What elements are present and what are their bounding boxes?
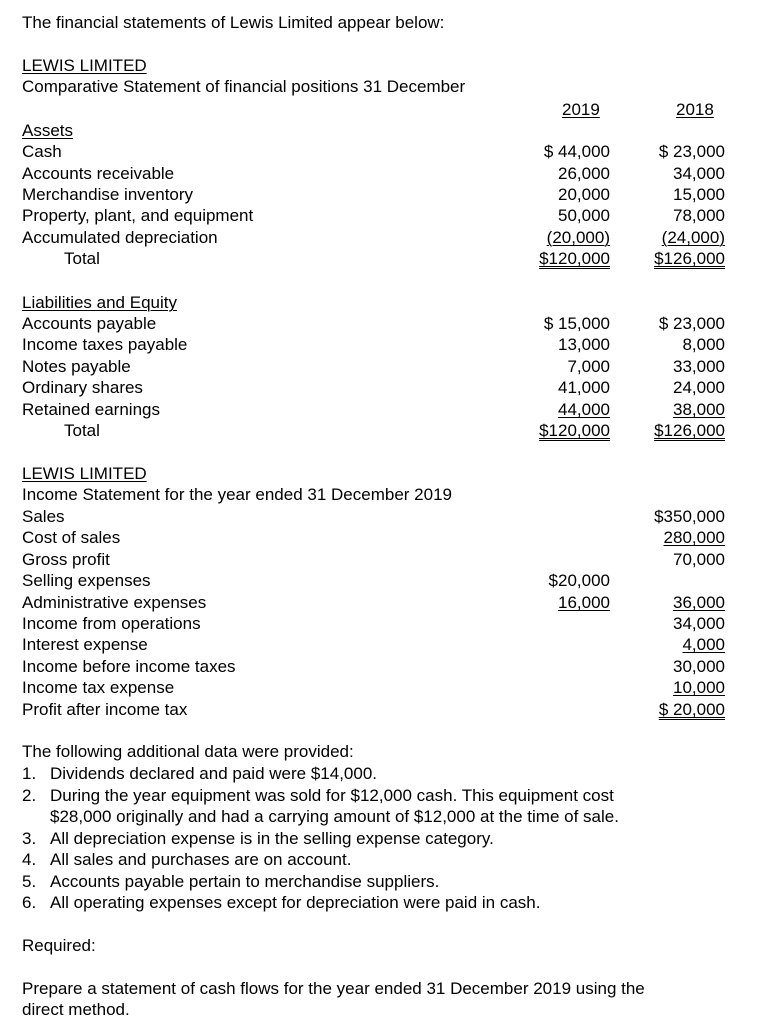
col-header-2018: 2018 (676, 100, 714, 119)
total-value: 10,000 (673, 678, 725, 697)
value-2019: 41,000 (558, 378, 610, 397)
income-row (22, 506, 742, 528)
liability-row (22, 334, 742, 356)
asset-row (22, 163, 742, 185)
item-number: 2. (22, 785, 37, 805)
item-text: Dividends declared and paid were $14,000. (50, 764, 378, 783)
item-text: Accounts payable pertain to merchandise suppliers. (50, 871, 440, 891)
total-2019: $120,000 (539, 421, 610, 440)
income-row (22, 527, 742, 549)
value-2018: $ 23,000 (658, 314, 725, 333)
row-label: Notes payable (22, 357, 131, 376)
value-2019: 7,000 (567, 357, 610, 376)
value-2018: 15,000 (673, 185, 725, 204)
liabilities-heading: Liabilities and Equity (22, 293, 177, 312)
additional-heading: The following additional data were provided: (22, 742, 354, 761)
subtotal-value: $20,000 (548, 571, 610, 590)
row-label: Ordinary shares (22, 378, 143, 397)
value-2018: 33,000 (673, 357, 725, 376)
item-number: 5. (22, 871, 37, 891)
additional-list (22, 763, 762, 914)
item-number: 3. (22, 828, 37, 848)
income-row (22, 549, 742, 571)
liabilities-total-row (22, 420, 742, 442)
value-2019: 50,000 (558, 206, 610, 225)
total-value: 30,000 (673, 657, 725, 676)
row-label: Property, plant, and equipment (22, 206, 254, 225)
total-value: 4,000 (682, 635, 725, 654)
income-row (22, 634, 742, 656)
item-number: 1. (22, 764, 37, 783)
value-2018: 8,000 (682, 335, 725, 354)
asset-row (22, 184, 742, 206)
value-2018: 24,000 (673, 378, 725, 397)
income-row (22, 613, 742, 635)
liability-row (22, 399, 742, 421)
value-2019: 26,000 (558, 164, 610, 183)
total-value: 70,000 (673, 550, 725, 569)
item-text: All operating expenses except for depreciation were paid in cash. (50, 893, 541, 912)
asset-row (22, 227, 742, 249)
total-value: 36,000 (673, 593, 725, 612)
assets-total-row (22, 248, 742, 270)
item-number: 4. (22, 850, 37, 869)
asset-row (22, 205, 742, 227)
value-2018: (24,000) (661, 228, 725, 247)
sfp-title: Comparative Statement of financial positions 31 December (22, 77, 466, 96)
row-label: Gross profit (22, 550, 110, 569)
total-2018: $126,000 (654, 249, 725, 268)
liability-row (22, 356, 742, 378)
row-label: Selling expenses (22, 571, 151, 590)
total-value: 280,000 (663, 528, 725, 547)
row-label: Merchandise inventory (22, 185, 194, 204)
asset-row (22, 141, 742, 163)
item-text: During the year equipment was sold for $12,000 cash. This equipment cost (50, 785, 614, 805)
income-row (22, 592, 742, 614)
list-item (22, 785, 762, 828)
row-label: Income taxes payable (22, 335, 188, 354)
subtotal-value: 16,000 (558, 593, 610, 612)
row-label: Income tax expense (22, 678, 175, 697)
list-item (22, 763, 762, 785)
list-item (22, 892, 762, 914)
total-2018: $126,000 (654, 421, 725, 440)
value-2019: 13,000 (558, 335, 610, 354)
total-2019: $120,000 (539, 249, 610, 268)
value-2019: (20,000) (546, 228, 610, 247)
row-label: Accumulated depreciation (22, 228, 218, 247)
liability-row (22, 313, 742, 335)
income-row (22, 656, 742, 678)
item-number: 6. (22, 893, 37, 912)
total-label: Total (64, 421, 100, 440)
value-2019: 20,000 (558, 185, 610, 204)
required-heading: Required: (22, 936, 96, 955)
item-text: All sales and purchases are on account. (50, 850, 352, 869)
row-label: Cost of sales (22, 528, 121, 547)
list-item (22, 871, 762, 893)
income-row (22, 677, 742, 699)
row-label: Profit after income tax (22, 700, 188, 719)
intro-text: The financial statements of Lewis Limited appear below: (22, 13, 445, 32)
item-text: All depreciation expense is in the selling expense category. (50, 828, 494, 848)
required-text-line1: Prepare a statement of cash flows for the year ended 31 December 2019 using the (22, 979, 645, 998)
row-label: Accounts receivable (22, 164, 175, 183)
row-label: Interest expense (22, 635, 148, 654)
value-2018: $ 23,000 (658, 142, 725, 161)
row-label: Income before income taxes (22, 657, 236, 676)
is-company-name: LEWIS LIMITED (22, 464, 147, 483)
value-2018: 78,000 (673, 206, 725, 225)
value-2019: $ 15,000 (543, 314, 610, 333)
total-value: $350,000 (654, 507, 725, 526)
value-2019: $ 44,000 (543, 142, 610, 161)
is-title: Income Statement for the year ended 31 December 2019 (22, 485, 452, 504)
sfp-company-name: LEWIS LIMITED (22, 56, 147, 75)
liability-row (22, 377, 742, 399)
row-label: Cash (22, 142, 62, 161)
list-item (22, 828, 762, 850)
col-header-2019: 2019 (562, 100, 600, 119)
list-item (22, 849, 762, 871)
value-2018: 38,000 (673, 400, 725, 419)
total-value: $ 20,000 (658, 700, 725, 719)
item-text-continued: $28,000 originally and had a carrying amount of $12,000 at the time of sale. (50, 807, 619, 826)
total-value: 34,000 (673, 614, 725, 633)
required-text-line2: direct method. (22, 1000, 130, 1019)
value-2018: 34,000 (673, 164, 725, 183)
row-label: Income from operations (22, 614, 201, 633)
row-label: Sales (22, 507, 65, 526)
income-row (22, 570, 742, 592)
row-label: Administrative expenses (22, 593, 207, 612)
income-row (22, 699, 742, 721)
assets-heading: Assets (22, 121, 74, 140)
total-label: Total (64, 249, 100, 268)
row-label: Retained earnings (22, 400, 160, 419)
value-2019: 44,000 (558, 400, 610, 419)
row-label: Accounts payable (22, 314, 157, 333)
